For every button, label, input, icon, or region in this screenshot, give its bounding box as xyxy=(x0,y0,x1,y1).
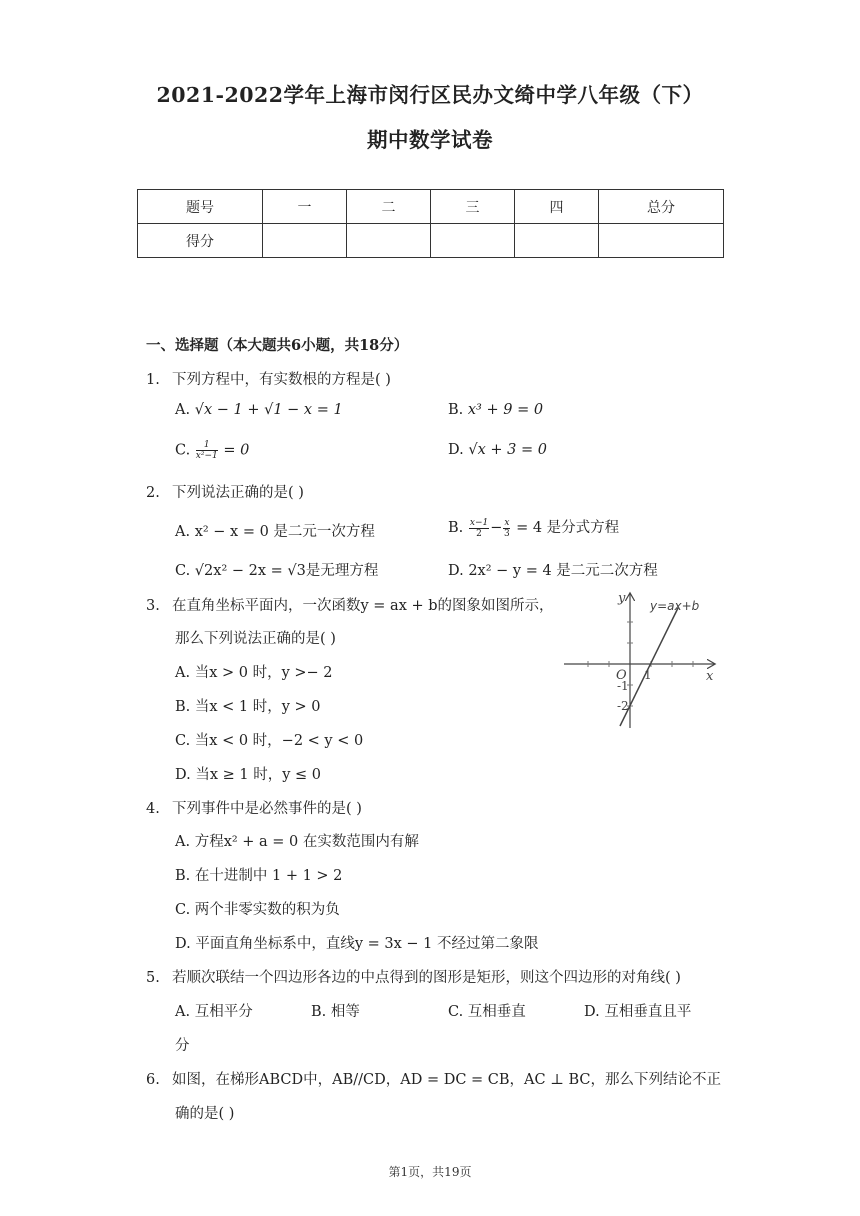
fraction-numerator: 1 xyxy=(196,440,218,451)
q5-option-c: C. 互相垂直 xyxy=(448,1004,526,1020)
x-tick-1-label: 1 xyxy=(644,668,652,682)
x-axis-label: x xyxy=(706,669,714,684)
option-letter: B. xyxy=(448,520,464,536)
fraction-denominator: x²−1 xyxy=(195,451,218,461)
question-3 xyxy=(146,594,554,615)
question-stem: 在直角坐标平面内，一次函数y = ax + b的图象如图所示， xyxy=(172,598,554,614)
fraction xyxy=(503,518,510,539)
score-header-cell: 二 xyxy=(347,190,431,224)
y-tick-neg2-label: -2 xyxy=(617,699,629,713)
line-equation-label: y=ax+b xyxy=(650,599,700,613)
page-footer: 第1页，共19页 xyxy=(388,1165,472,1179)
q1-option-d xyxy=(448,442,547,458)
score-table-score-row xyxy=(138,224,724,258)
question-6 xyxy=(146,1068,721,1089)
question-stem: 若顺次联结一个四边形各边的中点得到的图形是矩形，则这个四边形的对角线( ) xyxy=(172,970,681,986)
option-letter: C. xyxy=(175,442,191,459)
fraction xyxy=(196,440,218,461)
question-3-stem-cont: 那么下列说法正确的是( ) xyxy=(175,631,336,647)
score-cell[interactable] xyxy=(347,224,431,258)
q1-option-a xyxy=(175,402,343,418)
score-cell[interactable] xyxy=(431,224,515,258)
q1-option-c xyxy=(175,440,249,461)
q4-option-c: C. 两个非零实数的积为负 xyxy=(175,902,340,918)
q2-option-a: A. x² − x = 0 是二元一次方程 xyxy=(175,524,375,540)
question-stem: 如图，在梯形ABCD中，AB//CD，AD = DC = CB，AC ⊥ BC，那么下列结论不正 xyxy=(172,1072,721,1088)
question-stem: 下列事件中是必然事件的是( ) xyxy=(172,801,362,817)
q1-option-b xyxy=(448,402,543,418)
y-tick-neg1-label: -1 xyxy=(617,679,629,693)
fraction-numerator: x xyxy=(504,517,510,528)
question-stem: 下列方程中，有实数根的方程是( ) xyxy=(172,372,391,388)
question-number: 2. xyxy=(146,485,160,501)
score-cell[interactable] xyxy=(515,224,599,258)
q3-option-a: A. 当x > 0 时，y >− 2 xyxy=(175,665,333,681)
fraction-numerator: x−1 xyxy=(469,517,489,528)
q4-option-a: A. 方程x² + a = 0 在实数范围内有解 xyxy=(175,834,419,850)
score-table xyxy=(137,189,724,258)
option-letter: D. xyxy=(448,442,464,458)
q2-option-c: C. √2x² − 2x = √3是无理方程 xyxy=(175,563,379,579)
q4-option-b: B. 在十进制中 1 + 1 > 2 xyxy=(175,868,343,884)
option-math: √x + 3 = 0 xyxy=(468,442,547,458)
score-cell[interactable] xyxy=(263,224,347,258)
q2-option-b: B. $\frac{x-1}{2}$ − $\frac{x}{3}$ = 4 是分式方程 xyxy=(448,517,620,539)
q5-option-d-cont: 分 xyxy=(175,1038,190,1054)
option-math: = 0 xyxy=(223,442,250,459)
question-1 xyxy=(146,368,391,389)
fraction-denominator: 3 xyxy=(504,528,510,539)
option-math: √x − 1 + √1 − x = 1 xyxy=(194,402,343,418)
q3-option-d: D. 当x ≥ 1 时，y ≤ 0 xyxy=(175,767,321,783)
fraction-denominator: 2 xyxy=(476,528,482,539)
question-stem: 下列说法正确的是( ) xyxy=(172,485,304,501)
score-header-cell: 总分 xyxy=(599,190,724,224)
question-number: 4. xyxy=(146,801,160,817)
option-math: = 4 是分式方程 xyxy=(516,520,620,536)
score-header-cell: 题号 xyxy=(138,190,263,224)
exam-title-line2: 期中数学试卷 xyxy=(367,128,493,152)
q5-option-b: B. 相等 xyxy=(311,1004,360,1020)
question-5 xyxy=(146,966,681,987)
q3-graph xyxy=(560,588,720,733)
exam-title-line1: 2021-2022学年上海市闵行区民办文绮中学八年级（下） xyxy=(156,83,704,107)
score-header-cell: 四 xyxy=(515,190,599,224)
question-4 xyxy=(146,797,362,818)
section-heading: 一、选择题（本大题共6小题，共18分） xyxy=(146,337,409,354)
origin-label: O xyxy=(616,668,627,683)
q5-option-a: A. 互相平分 xyxy=(175,1004,253,1020)
score-cell[interactable] xyxy=(599,224,724,258)
score-header-cell: 一 xyxy=(263,190,347,224)
q3-option-b: B. 当x < 1 时，y > 0 xyxy=(175,699,321,715)
q5-option-d: D. 互相垂直且平 xyxy=(584,1004,692,1020)
question-6-stem-cont: 确的是( ) xyxy=(175,1106,235,1122)
option-letter: A. xyxy=(175,402,191,418)
question-number: 3. xyxy=(146,598,160,614)
option-letter: B. xyxy=(448,402,464,418)
question-2 xyxy=(146,481,304,502)
score-row-label: 得分 xyxy=(138,224,263,258)
fraction xyxy=(469,518,489,539)
q3-option-c: C. 当x < 0 时，−2 < y < 0 xyxy=(175,733,364,749)
y-axis-label: y xyxy=(618,591,626,606)
score-table-header-row xyxy=(138,190,724,224)
option-math: x³ + 9 = 0 xyxy=(467,402,544,418)
question-number: 6. xyxy=(146,1072,160,1088)
q4-option-d: D. 平面直角坐标系中，直线y = 3x − 1 不经过第二象限 xyxy=(175,936,539,952)
q2-option-d: D. 2x² − y = 4 是二元二次方程 xyxy=(448,563,658,579)
score-header-cell: 三 xyxy=(431,190,515,224)
question-number: 5. xyxy=(146,970,160,986)
question-number: 1. xyxy=(146,372,160,388)
